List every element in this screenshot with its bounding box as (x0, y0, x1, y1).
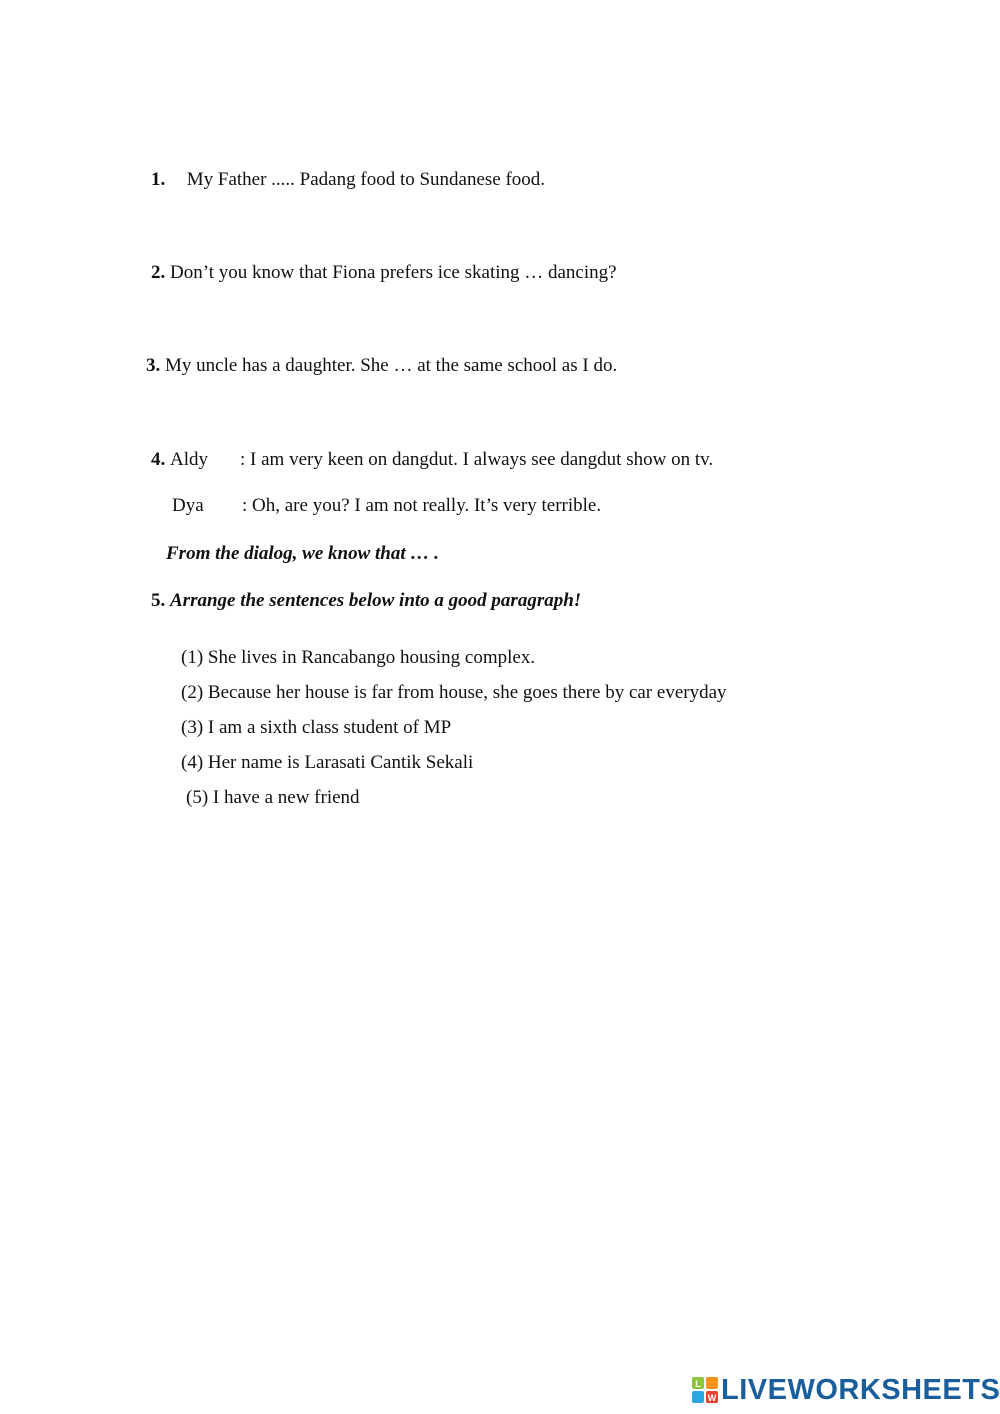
liveworksheets-logo (692, 1374, 1000, 1406)
question-number: 5. (151, 590, 166, 611)
dialog-text: : I am very keen on dangdut. I always see dangdut show on tv. (240, 449, 714, 470)
question-number: 2. (151, 262, 166, 283)
dialog-prompt: From the dialog, we know that … . (166, 543, 439, 564)
question-number: 3. (146, 355, 161, 376)
question-text: My Father ..... Padang food to Sundanese food. (186, 169, 546, 190)
sentence-item: (2) Because her house is far from house, she goes there by car everyday (181, 682, 727, 703)
sentence-item: (3) I am a sixth class student of MP (181, 717, 452, 738)
question-text: Don’t you know that Fiona prefers ice skating … dancing? (170, 262, 617, 283)
question-text: My uncle has a daughter. She … at the same school as I do. (165, 355, 618, 376)
dialog-text: : Oh, are you? I am not really. It’s very terrible. (242, 495, 602, 516)
sentence-item: (5) I have a new friend (186, 787, 360, 808)
question-number: 4. (151, 449, 166, 470)
question-5 (151, 589, 581, 613)
question-4-line-1 (151, 448, 713, 472)
question-instruction: Arrange the sentences below into a good paragraph! (170, 590, 582, 611)
question-4-line-2 (172, 494, 601, 518)
logo-text: LIVEWORKSHEETS (721, 1374, 1000, 1406)
liveworksheets-logo-icon (692, 1377, 718, 1403)
sentence-item: (4) Her name is Larasati Cantik Sekali (181, 752, 474, 773)
sentence-item: (1) She lives in Rancabango housing complex. (181, 647, 536, 668)
dialog-speaker: Dya (172, 495, 204, 516)
question-2 (151, 261, 617, 285)
logo-mark-letter: L (695, 1379, 701, 1389)
question-3 (146, 354, 617, 378)
question-1 (151, 168, 545, 192)
question-number: 1. (151, 169, 166, 190)
dialog-speaker: Aldy (170, 449, 208, 470)
logo-mark-letter: W (707, 1393, 717, 1403)
